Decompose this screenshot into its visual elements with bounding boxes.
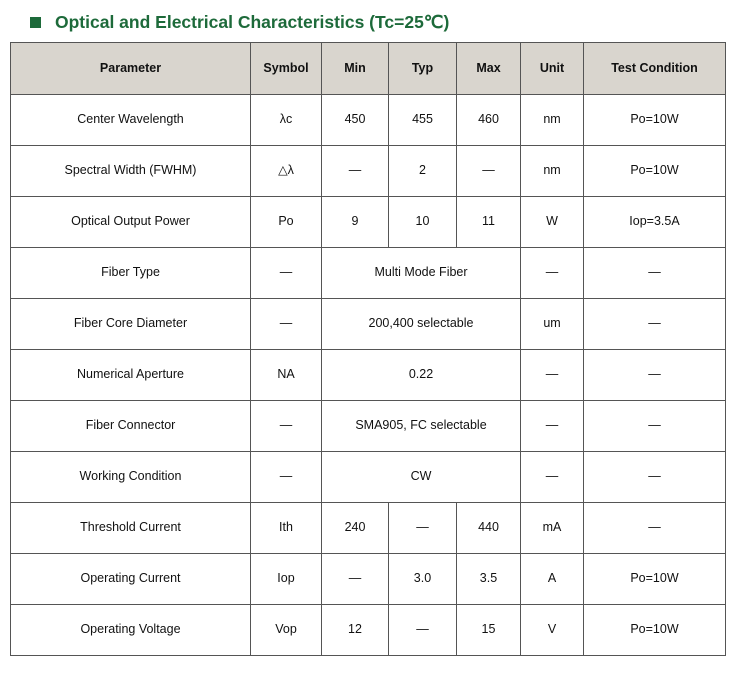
table-row	[11, 350, 726, 401]
cell-min: 240	[322, 503, 389, 554]
header-typ: Typ	[389, 43, 457, 95]
cell-unit: nm	[521, 146, 584, 197]
cell-condition: Po=10W	[584, 146, 726, 197]
cell-unit: —	[521, 401, 584, 452]
table-row	[11, 299, 726, 350]
cell-parameter: Optical Output Power	[11, 197, 251, 248]
cell-unit: um	[521, 299, 584, 350]
cell-typ: 10	[389, 197, 457, 248]
square-bullet-icon	[30, 17, 41, 28]
header-test-condition: Test Condition	[584, 43, 726, 95]
table-row	[11, 452, 726, 503]
cell-condition: —	[584, 350, 726, 401]
cell-unit: A	[521, 554, 584, 605]
cell-unit: —	[521, 350, 584, 401]
table-row	[11, 146, 726, 197]
cell-unit: —	[521, 452, 584, 503]
table-row	[11, 554, 726, 605]
header-symbol: Symbol	[251, 43, 322, 95]
cell-parameter: Fiber Connector	[11, 401, 251, 452]
cell-parameter: Threshold Current	[11, 503, 251, 554]
cell-symbol: —	[251, 248, 322, 299]
cell-value: 200,400 selectable	[322, 299, 521, 350]
cell-symbol: Iop	[251, 554, 322, 605]
cell-condition: Po=10W	[584, 95, 726, 146]
table-row	[11, 401, 726, 452]
cell-max: 15	[457, 605, 521, 656]
cell-condition: —	[584, 299, 726, 350]
cell-parameter: Fiber Core Diameter	[11, 299, 251, 350]
cell-symbol: —	[251, 299, 322, 350]
cell-symbol: Po	[251, 197, 322, 248]
table-row	[11, 605, 726, 656]
cell-condition: Po=10W	[584, 605, 726, 656]
cell-unit: V	[521, 605, 584, 656]
section-heading	[30, 8, 449, 36]
cell-unit: W	[521, 197, 584, 248]
cell-symbol: Ith	[251, 503, 322, 554]
cell-unit: nm	[521, 95, 584, 146]
cell-value: 0.22	[322, 350, 521, 401]
cell-max: —	[457, 146, 521, 197]
cell-max: 440	[457, 503, 521, 554]
cell-unit: —	[521, 248, 584, 299]
cell-typ: 3.0	[389, 554, 457, 605]
cell-parameter: Numerical Aperture	[11, 350, 251, 401]
characteristics-table	[10, 42, 726, 656]
section-heading-text: Optical and Electrical Characteristics (Tc=25℃)	[55, 11, 450, 32]
cell-min: —	[322, 554, 389, 605]
cell-symbol: NA	[251, 350, 322, 401]
cell-parameter: Center Wavelength	[11, 95, 251, 146]
cell-symbol: —	[251, 401, 322, 452]
cell-parameter: Operating Voltage	[11, 605, 251, 656]
cell-symbol: △λ	[251, 146, 322, 197]
cell-max: 11	[457, 197, 521, 248]
cell-condition: Iop=3.5A	[584, 197, 726, 248]
cell-min: 450	[322, 95, 389, 146]
cell-typ: —	[389, 503, 457, 554]
cell-condition: —	[584, 452, 726, 503]
cell-value: Multi Mode Fiber	[322, 248, 521, 299]
cell-min: 12	[322, 605, 389, 656]
table-row	[11, 248, 726, 299]
cell-condition: Po=10W	[584, 554, 726, 605]
header-parameter: Parameter	[11, 43, 251, 95]
cell-symbol: Vop	[251, 605, 322, 656]
header-unit: Unit	[521, 43, 584, 95]
cell-max: 3.5	[457, 554, 521, 605]
header-max: Max	[457, 43, 521, 95]
table-header-row	[11, 43, 726, 95]
cell-parameter: Operating Current	[11, 554, 251, 605]
cell-unit: mA	[521, 503, 584, 554]
cell-max: 460	[457, 95, 521, 146]
table-row	[11, 197, 726, 248]
cell-condition: —	[584, 248, 726, 299]
cell-condition: —	[584, 401, 726, 452]
cell-value: SMA905, FC selectable	[322, 401, 521, 452]
cell-symbol: λc	[251, 95, 322, 146]
table-row	[11, 95, 726, 146]
cell-parameter: Fiber Type	[11, 248, 251, 299]
cell-typ: —	[389, 605, 457, 656]
table-row	[11, 503, 726, 554]
cell-min: —	[322, 146, 389, 197]
cell-value: CW	[322, 452, 521, 503]
cell-symbol: —	[251, 452, 322, 503]
cell-min: 9	[322, 197, 389, 248]
cell-typ: 455	[389, 95, 457, 146]
cell-parameter: Working Condition	[11, 452, 251, 503]
header-min: Min	[322, 43, 389, 95]
cell-typ: 2	[389, 146, 457, 197]
cell-parameter: Spectral Width (FWHM)	[11, 146, 251, 197]
cell-condition: —	[584, 503, 726, 554]
